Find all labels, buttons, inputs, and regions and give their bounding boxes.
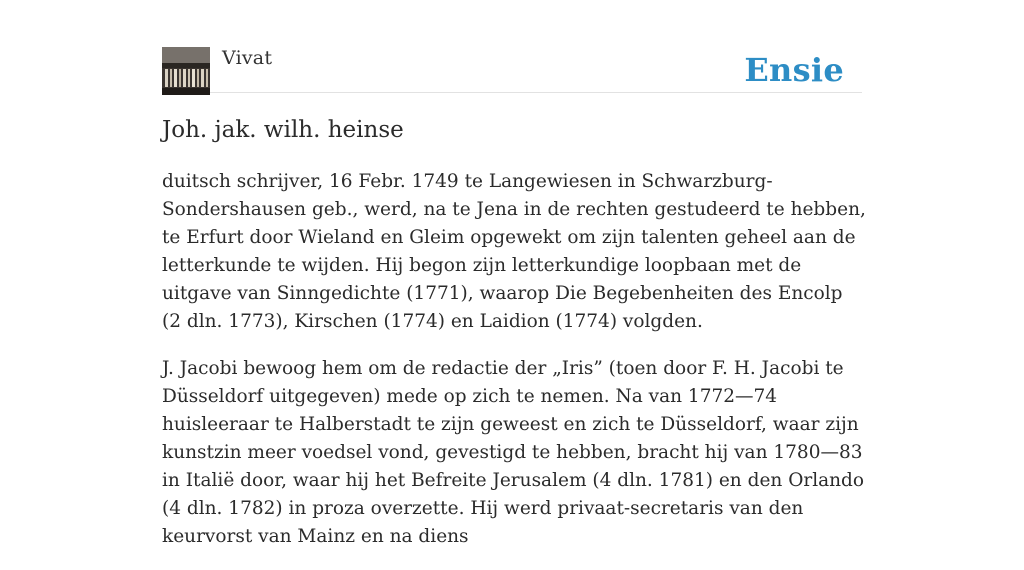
article-header xyxy=(162,0,862,93)
article-page xyxy=(162,0,866,547)
ensie-logo[interactable]: Ensie xyxy=(744,51,844,89)
article-body xyxy=(162,168,866,570)
article-title: Joh. jak. wilh. heinse xyxy=(162,117,404,143)
books-avatar-icon xyxy=(162,47,210,95)
article-paragraph: duitsch schrijver, 16 Febr. 1749 te Langewiesen in Schwarzburg-Sondershausen geb., werd, na te Jena in de rechten gestudeerd te hebben, te Erfurt door Wieland en Gleim opgewekt om zijn talenten geheel aan de letterkunde te wijden. Hij begon zijn letterkundige loopbaan met de uitgave van Sinngedichte (1771), waarop Die Begebenheiten des Encolp (2 dln. 1773), Kirschen (1774) en Laidion (1774) volgden. xyxy=(162,171,866,332)
author-avatar[interactable] xyxy=(162,47,210,95)
author-name[interactable]: Vivat xyxy=(222,47,273,69)
article-paragraph: J. Jacobi bewoog hem om de redactie der „Iris” (toen door F. H. Jacobi te Düsseldorf uitgegeven) mede op zich te nemen. Na van 1772—74 huisleeraar te Halberstadt te zijn geweest en zich te Düsseldorf, waar zijn kunstzin meer voedsel vond, gevestigd te hebben, bracht hij van 1780—83 in Italië door, waar hij het Befreite Jerusalem (4 dln. 1781) en den Orlando (4 dln. 1782) in proza overzette. Hij werd privaat-secretaris van den keurvorst van Mainz en na diens xyxy=(162,358,865,547)
